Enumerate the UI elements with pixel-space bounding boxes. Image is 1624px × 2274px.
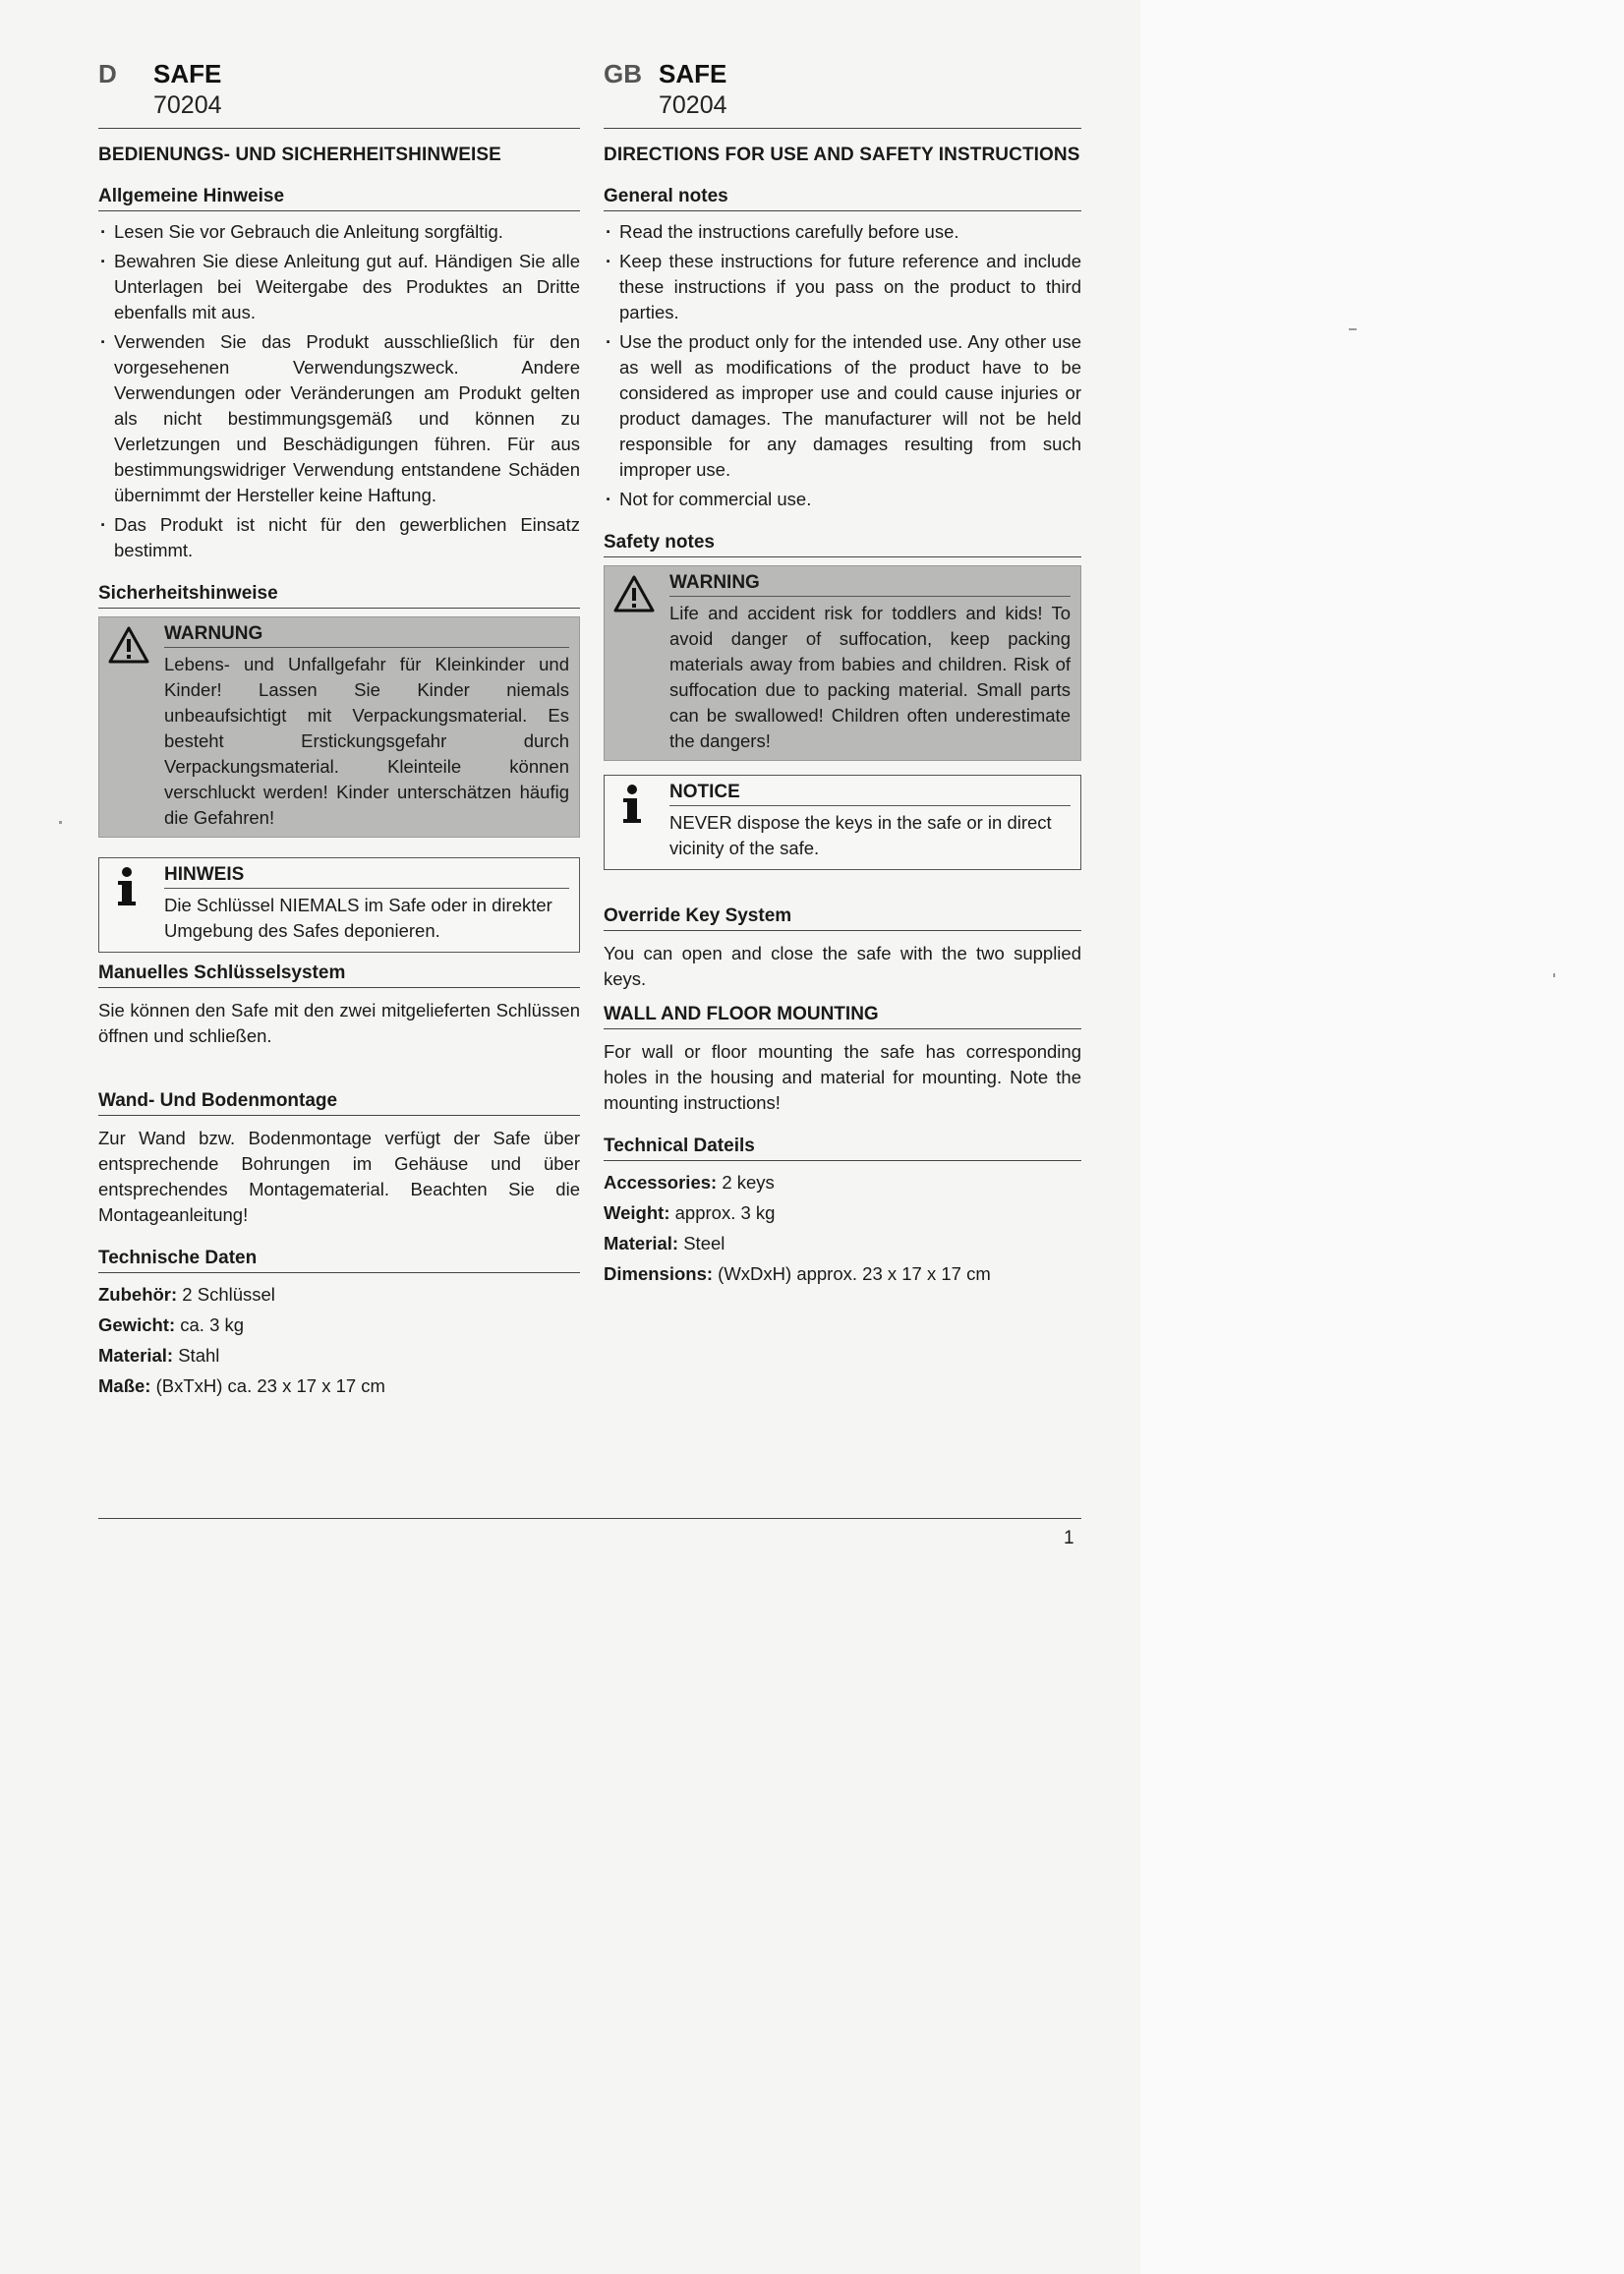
list-item: · Use the product only for the intended use. Any other use as well as modifications of the product have to be considered as improper use and could cause injuries or product damages. The manufacturer will not be held responsible for any damages resulting from such improper use. xyxy=(604,329,1081,483)
info-icon xyxy=(612,782,660,861)
technical-data-title: Technische Daten xyxy=(98,1248,580,1273)
column-english xyxy=(604,59,1081,1289)
model-number: 70204 xyxy=(153,91,222,119)
warning-triangle-icon xyxy=(612,572,660,754)
spec-row: Gewicht: ca. 3 kg xyxy=(98,1314,245,1335)
title-divider xyxy=(98,128,580,129)
safety-notes-title: Sicherheitshinweise xyxy=(98,583,580,609)
list-item: · Das Produkt ist nicht für den gewerblichen Einsatz bestimmt. xyxy=(98,512,580,563)
notice-title: HINWEIS xyxy=(164,864,569,889)
column-german xyxy=(98,59,580,1401)
list-item: · Bewahren Sie diese Anleitung gut auf. Händigen Sie alle Unterlagen bei Weitergabe des Produktes an Dritte ebenfalls mit aus. xyxy=(98,249,580,325)
safety-notes-title: Safety notes xyxy=(604,532,1081,557)
warning-text: Lebens- und Unfallgefahr für Kleinkinder und Kinder! Lassen Sie Kinder niemals unbeaufsichtigt mit Verpackungsmaterial. Es besteht Erstickungsgefahr durch Verpackungsmaterial. Kleinteile können verschluckt werden! Kinder unterschätzen häufig die Gefahren! xyxy=(164,654,569,828)
list-item: · Keep these instructions for future reference and include these instructions if you pass on the product to third parties. xyxy=(604,249,1081,325)
mounting-title: WALL AND FLOOR MOUNTING xyxy=(604,1004,1081,1029)
spec-row: Zubehör: 2 Schlüssel xyxy=(98,1284,275,1305)
title-row xyxy=(604,59,1081,89)
warning-title: WARNUNG xyxy=(164,623,569,648)
general-notes-title: Allgemeine Hinweise xyxy=(98,186,580,211)
title-row xyxy=(98,59,580,89)
page-number: 1 xyxy=(1064,1528,1074,1548)
spec-row: Material: Steel xyxy=(604,1233,725,1254)
warning-title: WARNING xyxy=(669,572,1071,597)
scan-speck xyxy=(1349,328,1357,330)
notice-box xyxy=(604,775,1081,870)
list-item: · Lesen Sie vor Gebrauch die Anleitung sorgfältig. xyxy=(98,219,580,245)
notice-title: NOTICE xyxy=(669,782,1071,806)
list-item: · Read the instructions carefully before use. xyxy=(604,219,1081,245)
general-notes-list xyxy=(98,219,580,563)
mounting-text: Zur Wand bzw. Bodenmontage verfügt der Safe über entsprechende Bohrungen im Gehäuse und über entsprechendes Montagematerial. Beachten Sie die Montageanleitung! xyxy=(98,1128,580,1225)
product-name: SAFE xyxy=(153,59,222,88)
info-icon xyxy=(107,864,154,944)
general-notes-list xyxy=(604,219,1081,512)
warning-box xyxy=(98,616,580,838)
scan-speck xyxy=(1553,973,1555,977)
notice-text: NEVER dispose the keys in the safe or in direct vicinity of the safe. xyxy=(669,812,1052,858)
mounting-title: Wand- Und Bodenmontage xyxy=(98,1090,580,1116)
title-divider xyxy=(604,128,1081,129)
key-system-title: Override Key System xyxy=(604,905,1081,931)
warning-text: Life and accident risk for toddlers and kids! To avoid danger of suffocation, keep packing materials away from babies and children. Risk of suffocation due to packing material. Small parts can be swallowed! Children often underestimate the dangers! xyxy=(669,603,1071,751)
warning-triangle-icon xyxy=(107,623,154,831)
list-item: · Verwenden Sie das Produkt ausschließlich für den vorgesehenen Verwendungszweck. Andere Verwendungen oder Veränderungen am Produkt gelten als nicht bestimmungsgemäß und können zu Verletzungen und Beschädigungen führen. Für aus bestimmungswidriger Verwendung entstandene Schäden übernimmt der Hersteller keine Haftung. xyxy=(98,329,580,508)
section-heading: DIRECTIONS FOR USE AND SAFETY INSTRUCTIONS xyxy=(604,145,1080,165)
notice-text: Die Schlüssel NIEMALS im Safe oder in direkter Umgebung des Safes deponieren. xyxy=(164,895,552,941)
spec-row: Dimensions: (WxDxH) approx. 23 x 17 x 17 cm xyxy=(604,1263,991,1284)
notice-box xyxy=(98,857,580,953)
general-notes-title: General notes xyxy=(604,186,1081,211)
spec-row: Accessories: 2 keys xyxy=(604,1172,775,1193)
spec-row: Weight: approx. 3 kg xyxy=(604,1202,776,1223)
key-system-title: Manuelles Schlüsselsystem xyxy=(98,962,580,988)
language-code: GB xyxy=(604,59,642,88)
technical-data-list xyxy=(604,1167,1081,1289)
spec-row: Maße: (BxTxH) ca. 23 x 17 x 17 cm xyxy=(98,1375,385,1396)
list-item: · Not for commercial use. xyxy=(604,487,1081,512)
model-number: 70204 xyxy=(659,91,727,119)
scan-speck xyxy=(59,821,62,824)
section-heading: BEDIENUNGS- UND SICHERHEITSHINWEISE xyxy=(98,145,501,165)
footer-divider xyxy=(98,1518,1081,1519)
technical-data-title: Technical Dateils xyxy=(604,1136,1081,1161)
technical-data-list xyxy=(98,1279,580,1401)
language-code: D xyxy=(98,59,117,88)
warning-box xyxy=(604,565,1081,761)
product-name: SAFE xyxy=(659,59,727,88)
key-system-text: You can open and close the safe with the two supplied keys. xyxy=(604,943,1081,989)
mounting-text: For wall or floor mounting the safe has corresponding holes in the housing and material for mounting. Note the mounting instructions! xyxy=(604,1041,1081,1113)
page-margin xyxy=(1140,0,1624,2274)
spec-row: Material: Stahl xyxy=(98,1345,220,1366)
key-system-text: Sie können den Safe mit den zwei mitgelieferten Schlüssen öffnen und schließen. xyxy=(98,1000,580,1046)
